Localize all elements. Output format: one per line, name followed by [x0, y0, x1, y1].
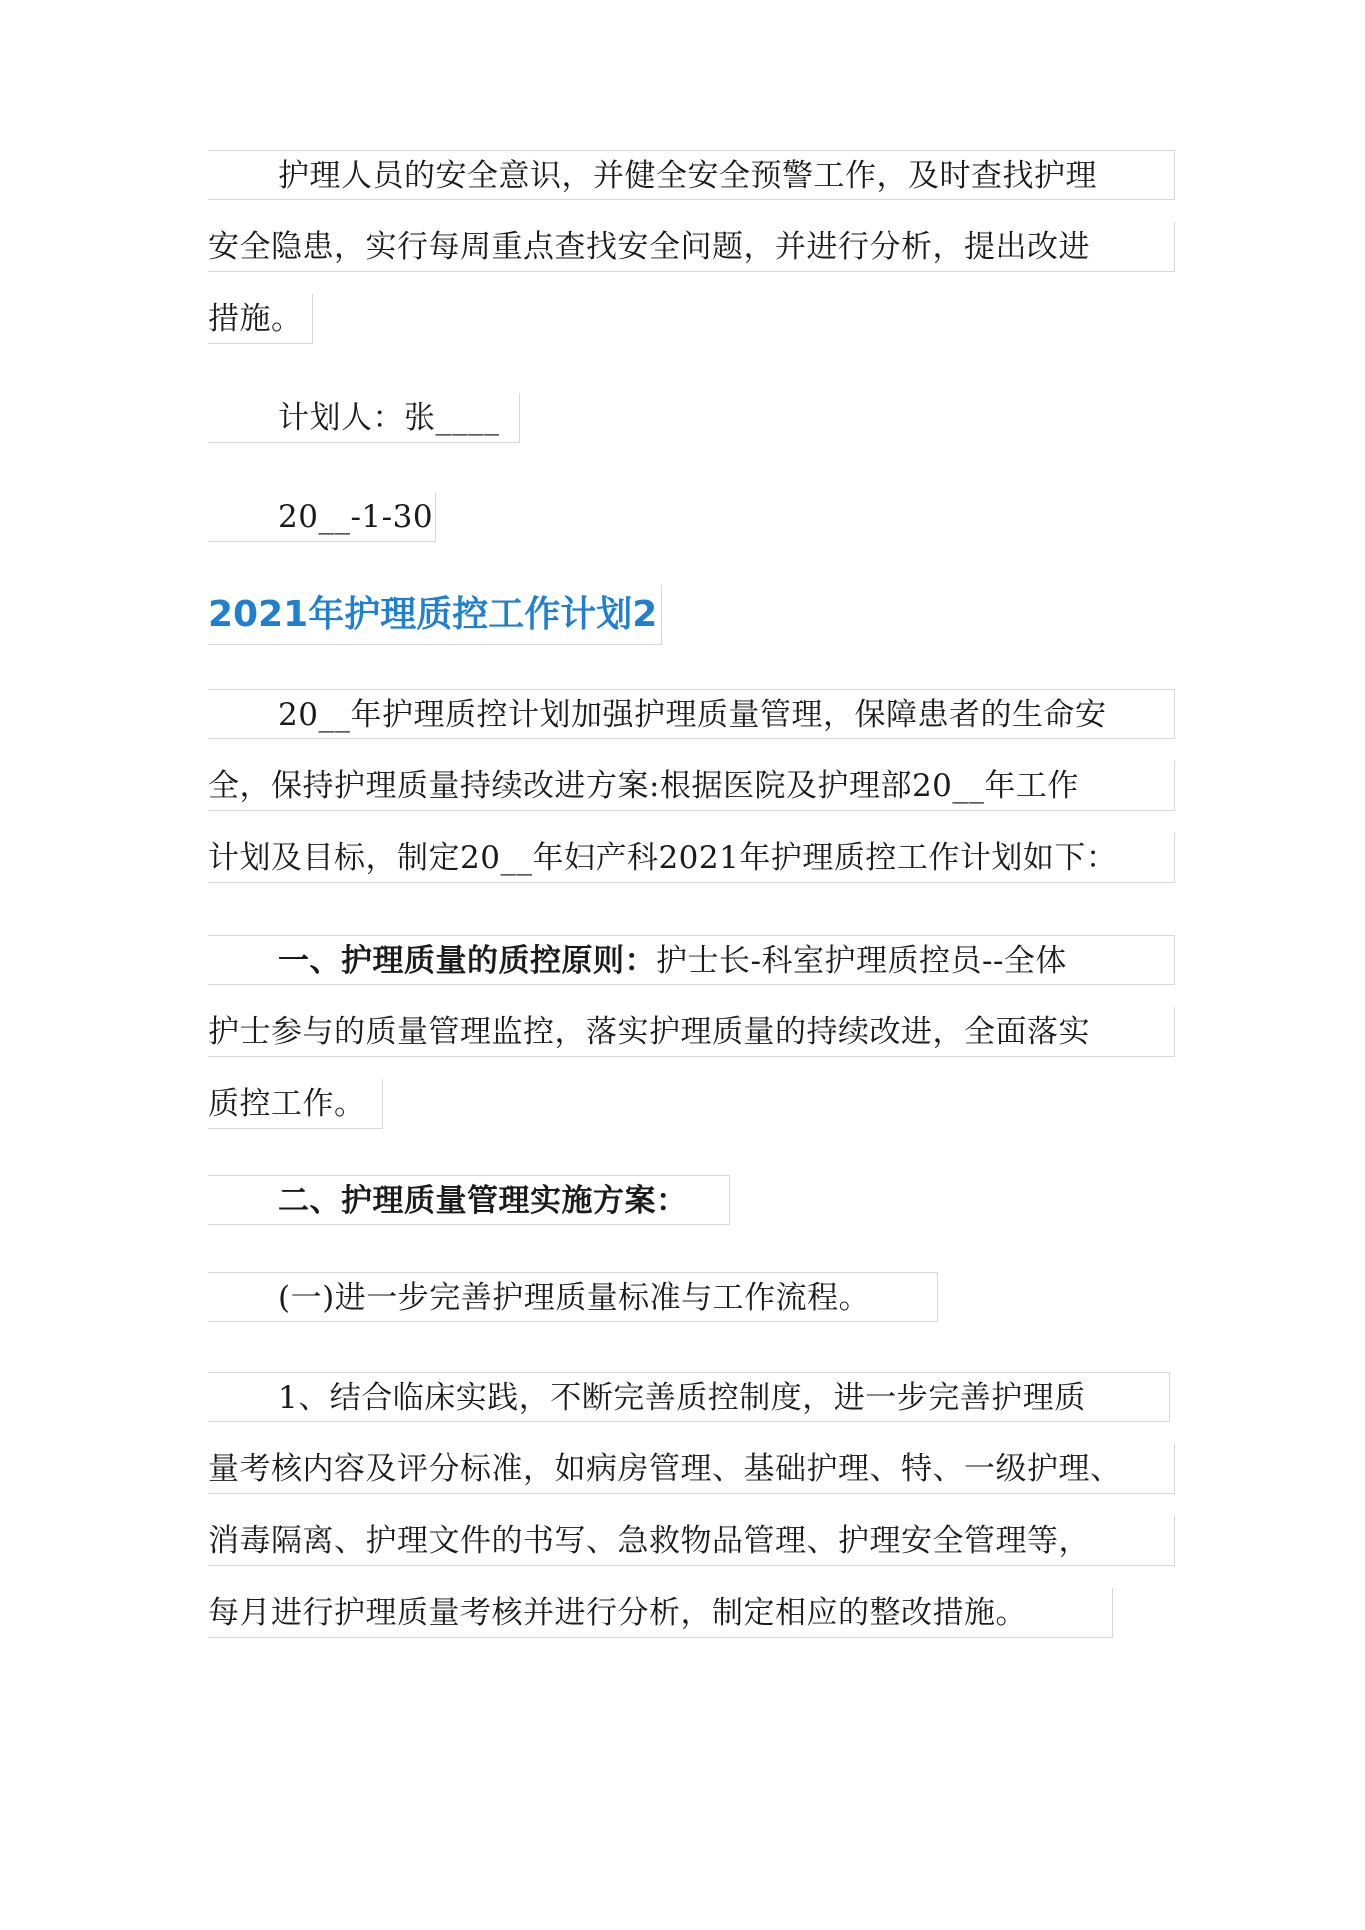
paragraph-line: 量考核内容及评分标准，如病房管理、基础护理、特、一级护理、: [208, 1444, 1175, 1494]
paragraph-line: 安全隐患，实行每周重点查找安全问题，并进行分析，提出改进: [208, 222, 1175, 272]
section2-title: 二、护理质量管理实施方案：: [208, 1175, 730, 1225]
paragraph-line: 全，保持护理质量持续改进方案:根据医院及护理部20__年工作: [208, 761, 1175, 811]
date-line: 20__-1-30: [208, 492, 436, 542]
paragraph-line: 措施。: [208, 294, 313, 344]
planner-line: 计划人：张____: [208, 393, 520, 443]
section-heading: 2021年护理质控工作计划2: [208, 585, 662, 645]
section1-first-line: [208, 935, 1175, 985]
paragraph-line: 护理人员的安全意识，并健全安全预警工作，及时查找护理: [208, 150, 1175, 200]
subsection-title: (一)进一步完善护理质量标准与工作流程。: [208, 1272, 938, 1322]
paragraph-line: 每月进行护理质量考核并进行分析，制定相应的整改措施。: [208, 1588, 1113, 1638]
section1-first-rest: 护士长-科室护理质控员--全体: [656, 943, 1067, 979]
paragraph-line: 消毒隔离、护理文件的书写、急救物品管理、护理安全管理等，: [208, 1516, 1175, 1566]
paragraph-line: 质控工作。: [208, 1079, 383, 1129]
section1-title: 一、护理质量的质控原则：: [278, 943, 656, 979]
paragraph-line: 20__年护理质控计划加强护理质量管理，保障患者的生命安: [208, 689, 1175, 739]
paragraph-line: 计划及目标，制定20__年妇产科2021年护理质控工作计划如下：: [208, 833, 1175, 883]
paragraph-line: 1、结合临床实践，不断完善质控制度，进一步完善护理质: [208, 1372, 1170, 1422]
paragraph-line: 护士参与的质量管理监控，落实护理质量的持续改进，全面落实: [208, 1007, 1175, 1057]
